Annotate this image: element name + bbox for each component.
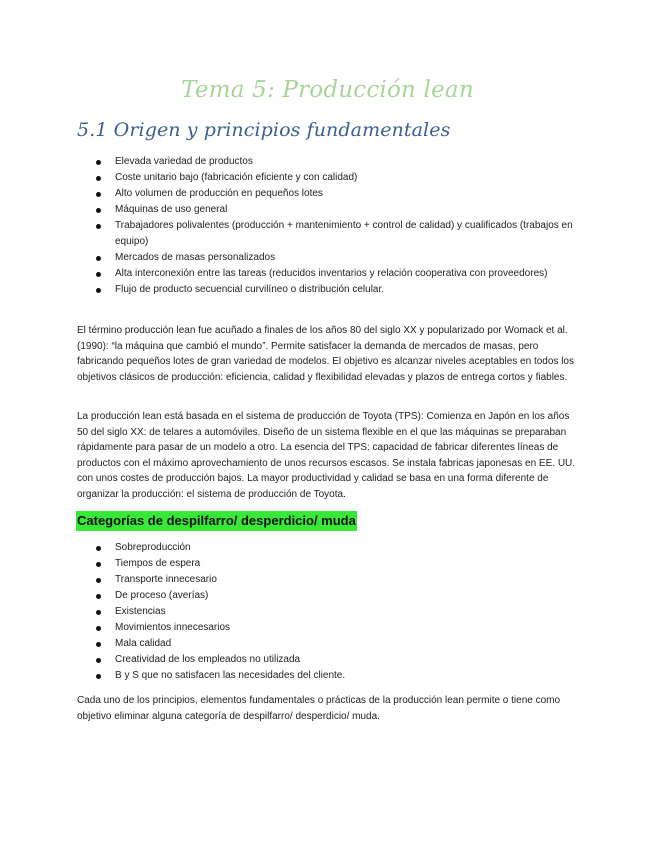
list-item: Coste unitario bajo (fabricación eficiente y con calidad)	[77, 170, 577, 186]
bullet-icon	[96, 610, 101, 615]
bullet-icon	[96, 272, 101, 277]
list-item: Elevada variedad de productos	[77, 154, 577, 170]
paragraph-toyota: La producción lean está basada en el sistema de producción de Toyota (TPS): Comienza en Japón en los años 50 del siglo XX: de telares a automóviles. Diseño de un sistema flexible en el que las máquinas se preparaban rápidamente para pasar de un modelo a otro. La esencia del TPS: capacidad de fabricar diferentes líneas de productos con el máximo aprovechamiento de unos recursos escasos. Se instala fabricas japonesas en EE. UU. con unos costes de producción bajos. La mayor productividad y calidad se basa en una forma diferente de organizar la producción: el sistema de producción de Toyota.	[77, 411, 576, 500]
waste-categories-list	[77, 540, 577, 684]
list-item: De proceso (averías)	[77, 588, 577, 604]
list-item: Flujo de producto secuencial curvilíneo o distribución celular.	[77, 282, 577, 298]
bullet-icon	[96, 192, 101, 197]
page-title: Tema 5: Producción lean	[181, 77, 474, 103]
list-item: Alto volumen de producción en pequeños lotes	[77, 186, 577, 202]
list-item: Mercados de masas personalizados	[77, 250, 577, 266]
list-item: Existencias	[77, 604, 577, 620]
paragraph-conclusion: Cada uno de los principios, elementos fundamentales o prácticas de la producción lean permite o tiene como objetivo eliminar alguna categoría de despilfarro/ desperdicio/ muda.	[77, 695, 561, 722]
bullet-icon	[96, 674, 101, 679]
section-heading: 5.1 Origen y principios fundamentales	[77, 119, 451, 141]
bullet-icon	[96, 208, 101, 213]
bullet-icon	[96, 288, 101, 293]
list-item: Máquinas de uso general	[77, 202, 577, 218]
bullet-icon	[96, 658, 101, 663]
bullet-icon	[96, 546, 101, 551]
list-item: Transporte innecesario	[77, 572, 577, 588]
list-item: Tiempos de espera	[77, 556, 577, 572]
subheading-muda: Categorías de despilfarro/ desperdicio/ muda	[76, 511, 357, 531]
features-list	[77, 154, 577, 298]
bullet-icon	[96, 224, 101, 229]
bullet-icon	[96, 626, 101, 631]
list-item: B y S que no satisfacen las necesidades del cliente.	[77, 668, 577, 684]
bullet-icon	[96, 562, 101, 567]
list-item: Alta interconexión entre las tareas (reducidos inventarios y relación cooperativa con proveedores)	[77, 266, 577, 282]
list-item: Mala calidad	[77, 636, 577, 652]
bullet-icon	[96, 642, 101, 647]
list-item: Sobreproducción	[77, 540, 577, 556]
bullet-icon	[96, 594, 101, 599]
bullet-icon	[96, 176, 101, 181]
paragraph-origin: El término producción lean fue acuñado a finales de los años 80 del siglo XX y popularizado por Womack et al. (1990): “la máquina que cambió el mundo”. Permite satisfacer la demanda de mercados de masas, pero fabricando pequeños lotes de gran variedad de modelos. El objetivo es alcanzar niveles aceptables en todos los objetivos clásicos de producción: eficiencia, calidad y flexibilidad elevadas y plazos de entrega cortos y fiables.	[77, 325, 574, 383]
bullet-icon	[96, 578, 101, 583]
list-item: Creatividad de los empleados no utilizada	[77, 652, 577, 668]
bullet-icon	[96, 160, 101, 165]
list-item: Movimientos innecesarios	[77, 620, 577, 636]
bullet-icon	[96, 256, 101, 261]
list-item: Trabajadores polivalentes (producción + mantenimiento + control de calidad) y cualificados (trabajos en equipo)	[77, 218, 577, 250]
